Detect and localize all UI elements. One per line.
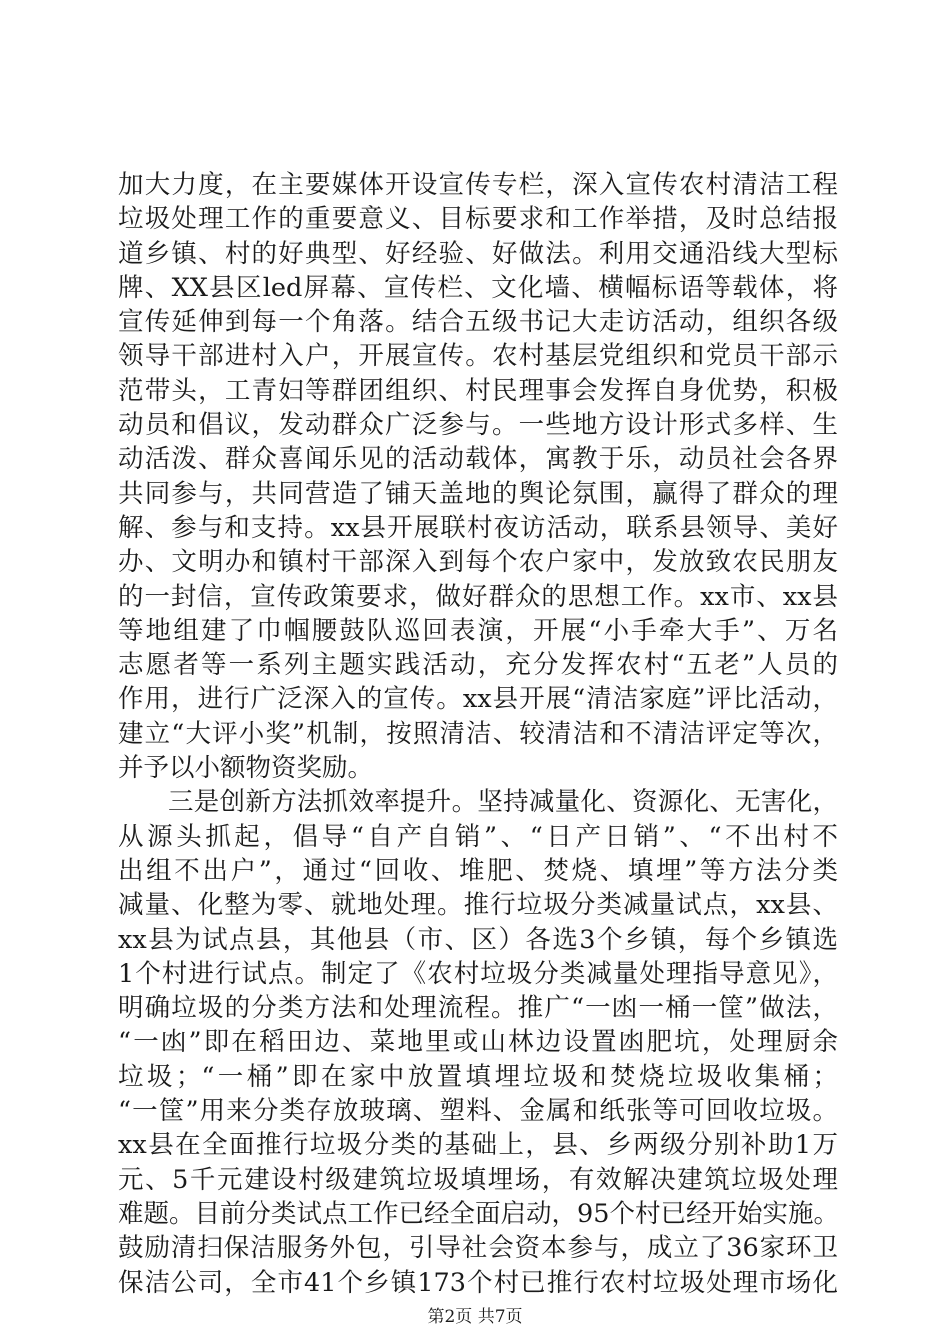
text-line: 垃圾处理工作的重要意义、目标要求和工作举措，及时总结报 <box>118 204 838 235</box>
text-line: 志愿者等一系列主题实践活动，充分发挥农村“五老”人员的 <box>118 650 838 681</box>
text-line: 鼓励清扫保洁服务外包，引导社会资本参与，成立了36家环卫 <box>118 1233 838 1264</box>
text-line: 减量、化整为零、就地处理。推行垃圾分类减量试点，xx县、 <box>118 890 838 921</box>
text-line: “一凼”即在稻田边、菜地里或山林边设置凼肥坑，处理厨余 <box>118 1027 838 1058</box>
page-number-footer: 第2页 共7页 <box>427 1307 523 1327</box>
text-line: 作用，进行广泛深入的宣传。xx县开展“清洁家庭”评比活动， <box>118 684 838 715</box>
text-line: 难题。目前分类试点工作已经全面启动，95个村已经开始实施。 <box>118 1198 839 1229</box>
text-line: 从源头抓起，倡导“自产自销”、“日产日销”、“不出村不 <box>118 821 838 852</box>
text-line: 牌、XX县区led屏幕、宣传栏、文化墙、横幅标语等载体，将 <box>118 272 838 303</box>
text-line: “一筐”用来分类存放玻璃、塑料、金属和纸张等可回收垃圾。 <box>118 1096 838 1127</box>
text-line: 等地组建了巾帼腰鼓队巡回表演，开展“小手牵大手”、万名 <box>118 615 838 646</box>
text-line: 宣传延伸到每一个角落。结合五级书记大走访活动，组织各级 <box>118 307 838 338</box>
text-line: 垃圾；“一桶”即在家中放置填埋垃圾和焚烧垃圾收集桶； <box>118 1061 838 1092</box>
document-body <box>118 168 838 1300</box>
text-line: 动员和倡议，发动群众广泛参与。一些地方设计形式多样、生 <box>118 410 838 441</box>
text-line: xx县为试点县，其他县（市、区）各选3个乡镇，每个乡镇选 <box>118 924 838 955</box>
text-line: 共同参与，共同营造了铺天盖地的舆论氛围，赢得了群众的理 <box>118 478 838 509</box>
text-line: 道乡镇、村的好典型、好经验、好做法。利用交通沿线大型标 <box>118 238 838 269</box>
text-line: 动活泼、群众喜闻乐见的活动载体，寓教于乐，动员社会各界 <box>118 444 838 475</box>
text-line: 建立“大评小奖”机制，按照清洁、较清洁和不清洁评定等次， <box>118 718 838 749</box>
text-line: 1个村进行试点。制定了《农村垃圾分类减量处理指导意见》， <box>118 958 838 989</box>
text-line: 明确垃圾的分类方法和处理流程。推广“一凼一桶一筐”做法， <box>118 993 838 1024</box>
paragraph-end-line: 并予以小额物资奖励。 <box>118 753 374 784</box>
text-line: 加大力度，在主要媒体开设宣传专栏，深入宣传农村清洁工程 <box>118 170 838 200</box>
text-line: 解、参与和支持。xx县开展联村夜访活动，联系县领导、美好 <box>118 512 838 543</box>
paragraph-first-line: 三是创新方法抓效率提升。坚持减量化、资源化、无害化， <box>168 787 838 818</box>
text-line: 保洁公司，全市41个乡镇173个村已推行农村垃圾处理市场化 <box>118 1267 838 1298</box>
text-line: 范带头，工青妇等群团组织、村民理事会发挥自身优势，积极 <box>118 375 838 406</box>
text-line: 的一封信，宣传政策要求，做好群众的思想工作。xx市、xx县 <box>118 581 838 612</box>
text-line: 办、文明办和镇村干部深入到每个农户家中，发放致农民朋友 <box>118 547 838 578</box>
text-line: 元、5千元建设村级建筑垃圾填埋场，有效解决建筑垃圾处理 <box>118 1164 838 1195</box>
text-line: xx县在全面推行垃圾分类的基础上，县、乡两级分别补助1万 <box>118 1130 838 1161</box>
text-line: 领导干部进村入户，开展宣传。农村基层党组织和党员干部示 <box>118 341 838 372</box>
text-line: 出组不出户”，通过“回收、堆肥、焚烧、填埋”等方法分类 <box>118 855 838 886</box>
